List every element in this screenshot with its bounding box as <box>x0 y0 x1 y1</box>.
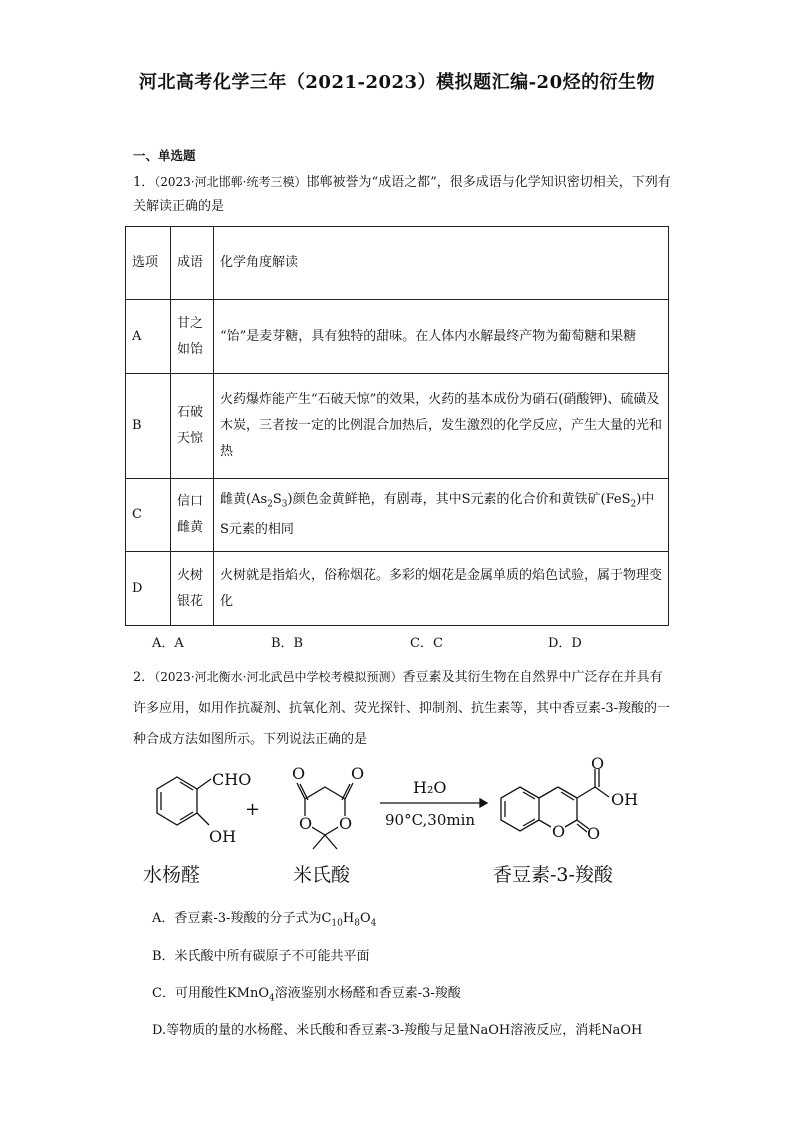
svg-text:O: O <box>587 824 601 843</box>
table-row <box>126 374 669 479</box>
row-option: B <box>126 374 171 479</box>
header-option: 选项 <box>126 227 171 300</box>
q2-text: 香豆素及其衍生物在自然界中广泛存在并具有许多应用，如用作抗凝剂、抗氧化剂、荧光探针、抑制剂、抗生素等，其中香豆素-3-羧酸的一种合成方法如图所示。下列说法正确的是 <box>133 670 671 747</box>
q1-number: 1． <box>133 175 155 190</box>
table-header-row <box>126 227 669 300</box>
q2-number: 2． <box>133 670 155 685</box>
plus-sign: + <box>245 799 261 820</box>
svg-text:O: O <box>591 757 605 773</box>
reaction-arrow <box>380 778 487 829</box>
page-title: 河北高考化学三年（2021-2023）模拟题汇编-20烃的衍生物 <box>138 72 656 93</box>
coumarin-acid-structure <box>501 757 638 843</box>
row-option: D <box>126 552 171 626</box>
question-2 <box>133 662 673 755</box>
q1-source: （2023·河北邯郸·统考三模） <box>154 175 307 189</box>
table-row <box>126 552 669 626</box>
name-coumarin-acid: 香豆素-3-羧酸 <box>493 864 613 886</box>
svg-text:O: O <box>299 814 313 833</box>
option-a: A．A <box>152 636 184 651</box>
row-idiom: 甘之如饴 <box>171 300 214 374</box>
q2-option-a: A．香豆素-3-羧酸的分子式为$C_{10}H_8O_4$ <box>152 911 377 929</box>
header-idiom: 成语 <box>171 227 214 300</box>
reaction-scheme <box>125 757 685 892</box>
oh-label: OH <box>209 827 237 846</box>
row-explanation: 火树就是指焰火，俗称烟花。多彩的烟花是金属单质的焰色试验，属于物理变化 <box>214 552 669 626</box>
name-salicylaldehyde: 水杨醛 <box>143 864 201 886</box>
row-explanation: 火药爆炸能产生“石破天惊”的效果，火药的基本成份为硝石(硝酸钾)、硫磺及木炭，三者按一定的比例混合加热后，发生激烈的化学反应，产生大量的光和热 <box>214 374 669 479</box>
q2-option-c: C．可用酸性KMnO$_4$溶液鉴别水杨醛和香豆素-3-羧酸 <box>152 986 461 1004</box>
option-d: D．D <box>548 636 582 651</box>
cho-label: CHO <box>212 770 252 789</box>
section-heading: 一、单选题 <box>133 148 196 163</box>
row-explanation: 雌黄$(As_2S_3)$颜色金黄鲜艳，有剧毒，其中S元素的化合价和黄铁矿(FeS$_2$)中S元素的相同 <box>214 479 669 552</box>
idiom-table <box>125 226 669 626</box>
salicylaldehyde-structure <box>157 770 251 846</box>
row-idiom: 信口雌黄 <box>171 479 214 552</box>
q1-text: 邯郸被誉为“成语之都”，很多成语与化学知识密切相关，下列有关解读正确的是 <box>133 175 671 214</box>
option-b: B．B <box>271 636 304 651</box>
header-explanation: 化学角度解读 <box>214 227 669 300</box>
q2-option-d: D.等物质的量的水杨醛、米氏酸和香豆素-3-羧酸与足量NaOH溶液反应，消耗NaOH <box>152 1023 643 1038</box>
option-c: C．C <box>410 636 443 651</box>
svg-text:O: O <box>351 764 365 783</box>
row-idiom: 火树银花 <box>171 552 214 626</box>
reagent-label: H₂O <box>413 778 447 797</box>
conditions-label: 90°C,30min <box>385 811 476 829</box>
row-idiom: 石破天惊 <box>171 374 214 479</box>
row-explanation: “饴”是麦芽糖，具有独特的甜味。在人体内水解最终产物为葡萄糖和果糖 <box>214 300 669 374</box>
svg-text:O: O <box>552 822 566 841</box>
meldrums-acid-structure <box>292 764 364 849</box>
carboxyl-oh-label: OH <box>611 790 639 809</box>
q2-option-b: B．米氏酸中所有碳原子不可能共平面 <box>152 949 370 964</box>
table-row <box>126 479 669 552</box>
svg-text:O: O <box>292 764 306 783</box>
q2-source: （2023·河北衡水·河北武邑中学校考模拟预测） <box>154 670 403 684</box>
table-row <box>126 300 669 374</box>
row-option: C <box>126 479 171 552</box>
question-1 <box>133 170 673 219</box>
row-option: A <box>126 300 171 374</box>
svg-text:O: O <box>339 814 353 833</box>
name-meldrums-acid: 米氏酸 <box>293 864 351 886</box>
